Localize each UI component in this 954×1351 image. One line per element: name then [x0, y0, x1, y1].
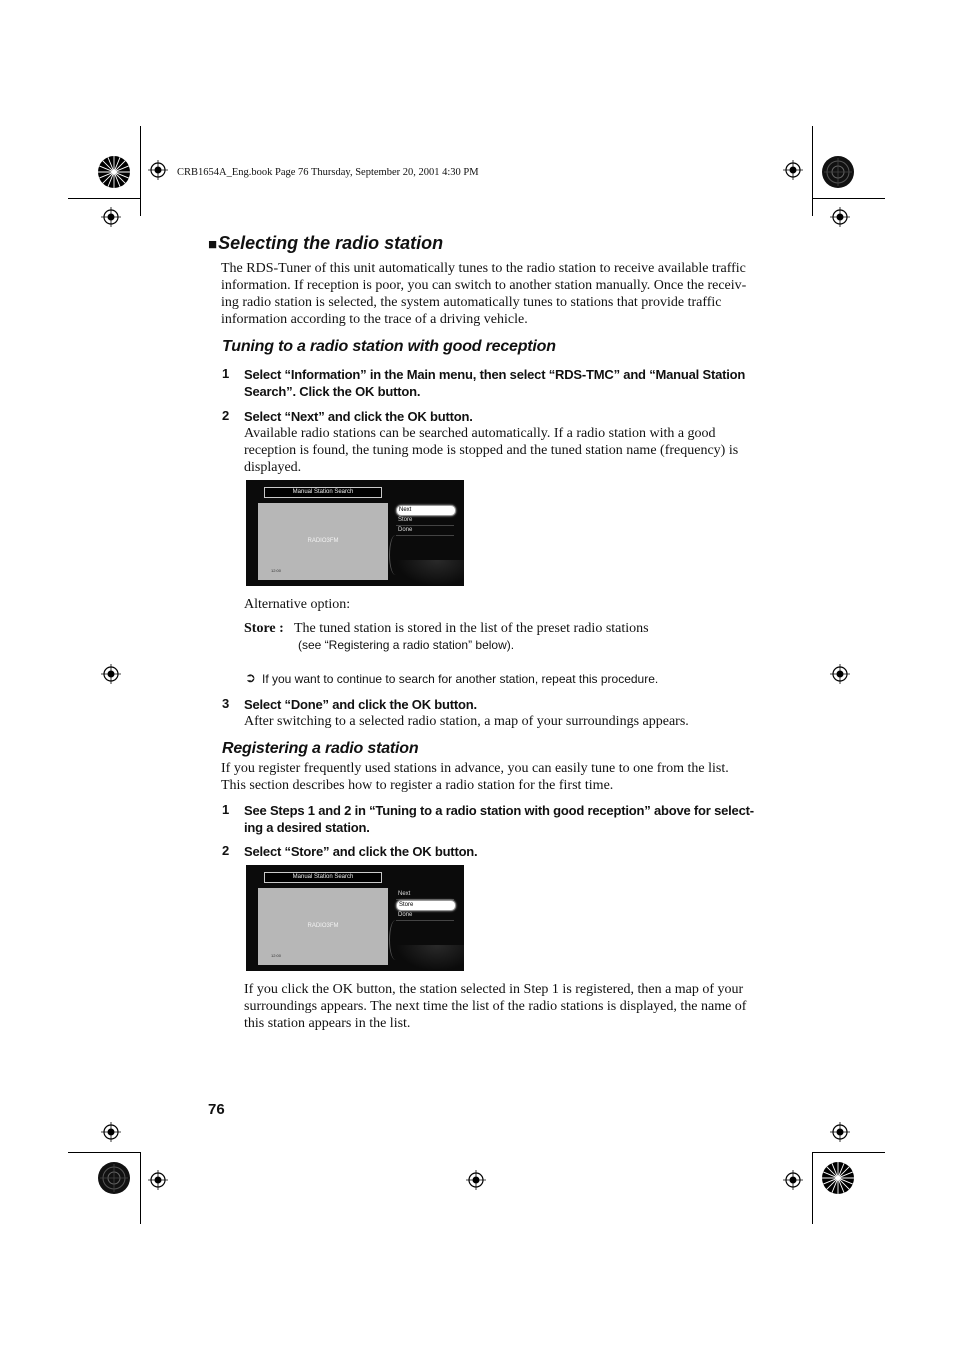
register-result-text: [244, 981, 746, 1032]
menu-done[interactable]: Done: [396, 526, 454, 536]
decor-landscape: [396, 560, 464, 586]
text-line: ing a desired station.: [244, 820, 370, 835]
registering-heading: Registering a radio station: [222, 740, 419, 757]
station-display: [258, 503, 388, 580]
color-bar-star-icon: [821, 1161, 855, 1195]
section-title-text: Selecting the radio station: [218, 233, 444, 253]
step-3-description: After switching to a selected radio station, a map of your surroundings appears.: [244, 714, 689, 729]
menu-next[interactable]: Next: [396, 505, 456, 516]
color-bar-dark-star-icon: [97, 1161, 131, 1195]
arrow-note-icon: ➲: [245, 670, 256, 685]
registration-mark-icon: [466, 1170, 486, 1190]
text-line: See Steps 1 and 2 in “Tuning to a radio station with good reception” above for select-: [244, 803, 754, 818]
store-label: Store :: [244, 621, 284, 636]
registration-mark-icon: [148, 160, 168, 180]
menu-store[interactable]: Store: [396, 900, 456, 911]
alternative-label: Alternative option:: [244, 597, 351, 612]
text-line: This section describes how to register a radio station for the first time.: [221, 778, 614, 793]
menu-store[interactable]: Store: [396, 516, 454, 526]
registration-mark-icon: [101, 1122, 121, 1142]
text-line: Search”. Click the OK button.: [244, 384, 421, 399]
page-number: 76: [208, 1101, 225, 1118]
registration-mark-icon: [101, 207, 121, 227]
registration-mark-icon: [830, 1122, 850, 1142]
text-line: this station appears in the list.: [244, 1016, 411, 1031]
section-marker: ■: [208, 236, 218, 253]
registration-mark-icon: [101, 664, 121, 684]
registration-mark-icon: [830, 207, 850, 227]
step-2-instruction: Select “Next” and click the OK button.: [244, 409, 473, 424]
clock-readout: 12:00: [271, 568, 282, 573]
register-step-2-instruction: Select “Store” and click the OK button.: [244, 844, 478, 859]
screen-title: Manual Station Search: [264, 487, 382, 498]
station-name: RADIO3FM: [307, 538, 339, 544]
text-line: Available radio stations can be searched automatically. If a radio station with a good: [244, 426, 716, 441]
station-display: [258, 888, 388, 965]
manual-station-search-screen: [246, 865, 464, 971]
store-description: The tuned station is stored in the list of the preset radio stations: [294, 621, 649, 636]
station-name: RADIO3FM: [307, 923, 339, 929]
step-number: 1: [222, 802, 230, 817]
section-title: [208, 233, 443, 254]
text-line: Select “Information” in the Main menu, then select “RDS-TMC” and “Manual Station: [244, 367, 746, 382]
decor-landscape: [396, 945, 464, 971]
registering-intro: [221, 760, 729, 794]
text-line: ing radio station is selected, the system automatically tunes to stations that provide traffic: [221, 295, 722, 310]
continue-search-note: If you want to continue to search for another station, repeat this procedure.: [262, 672, 659, 686]
text-line: surroundings appears. The next time the list of the radio stations is displayed, the name of: [244, 999, 747, 1014]
color-bar-star-icon: [97, 155, 131, 189]
step-number: 3: [222, 696, 230, 711]
manual-station-search-screen: [246, 480, 464, 586]
section-intro: [221, 260, 746, 328]
step-number: 2: [222, 408, 230, 423]
register-step-1-instruction: [244, 802, 754, 836]
tuning-heading: Tuning to a radio station with good reception: [222, 338, 556, 355]
step-number: 2: [222, 843, 230, 858]
text-line: displayed.: [244, 460, 302, 475]
print-header: CRB1654A_Eng.book Page 76 Thursday, September 20, 2001 4:30 PM: [177, 167, 479, 178]
screen-title: Manual Station Search: [264, 872, 382, 883]
text-line: reception is found, the tuning mode is stopped and the tuned station name (frequency) is: [244, 443, 739, 458]
step-1-instruction: [244, 366, 745, 400]
text-line: If you register frequently used stations in advance, you can easily tune to one from the list.: [221, 761, 729, 776]
store-see-reference: (see “Registering a radio station” below).: [298, 638, 515, 652]
step-number: 1: [222, 366, 230, 381]
registration-mark-icon: [783, 1170, 803, 1190]
menu-done[interactable]: Done: [396, 911, 454, 921]
step-2-description: [244, 425, 738, 476]
registration-mark-icon: [148, 1170, 168, 1190]
step-3-instruction: Select “Done” and click the OK button.: [244, 697, 477, 712]
registration-mark-icon: [783, 160, 803, 180]
text-line: information according to the trace of a driving vehicle.: [221, 312, 528, 327]
text-line: The RDS-Tuner of this unit automatically tunes to the radio station to receive available traffic: [221, 261, 746, 276]
menu-next[interactable]: Next: [396, 890, 454, 900]
color-bar-dark-star-icon: [821, 155, 855, 189]
text-line: information. If reception is poor, you can switch to another station manually. Once the receiv-: [221, 278, 747, 293]
text-line: If you click the OK button, the station selected in Step 1 is registered, then a map of your: [244, 982, 744, 997]
clock-readout: 12:00: [271, 953, 282, 958]
registration-mark-icon: [830, 664, 850, 684]
